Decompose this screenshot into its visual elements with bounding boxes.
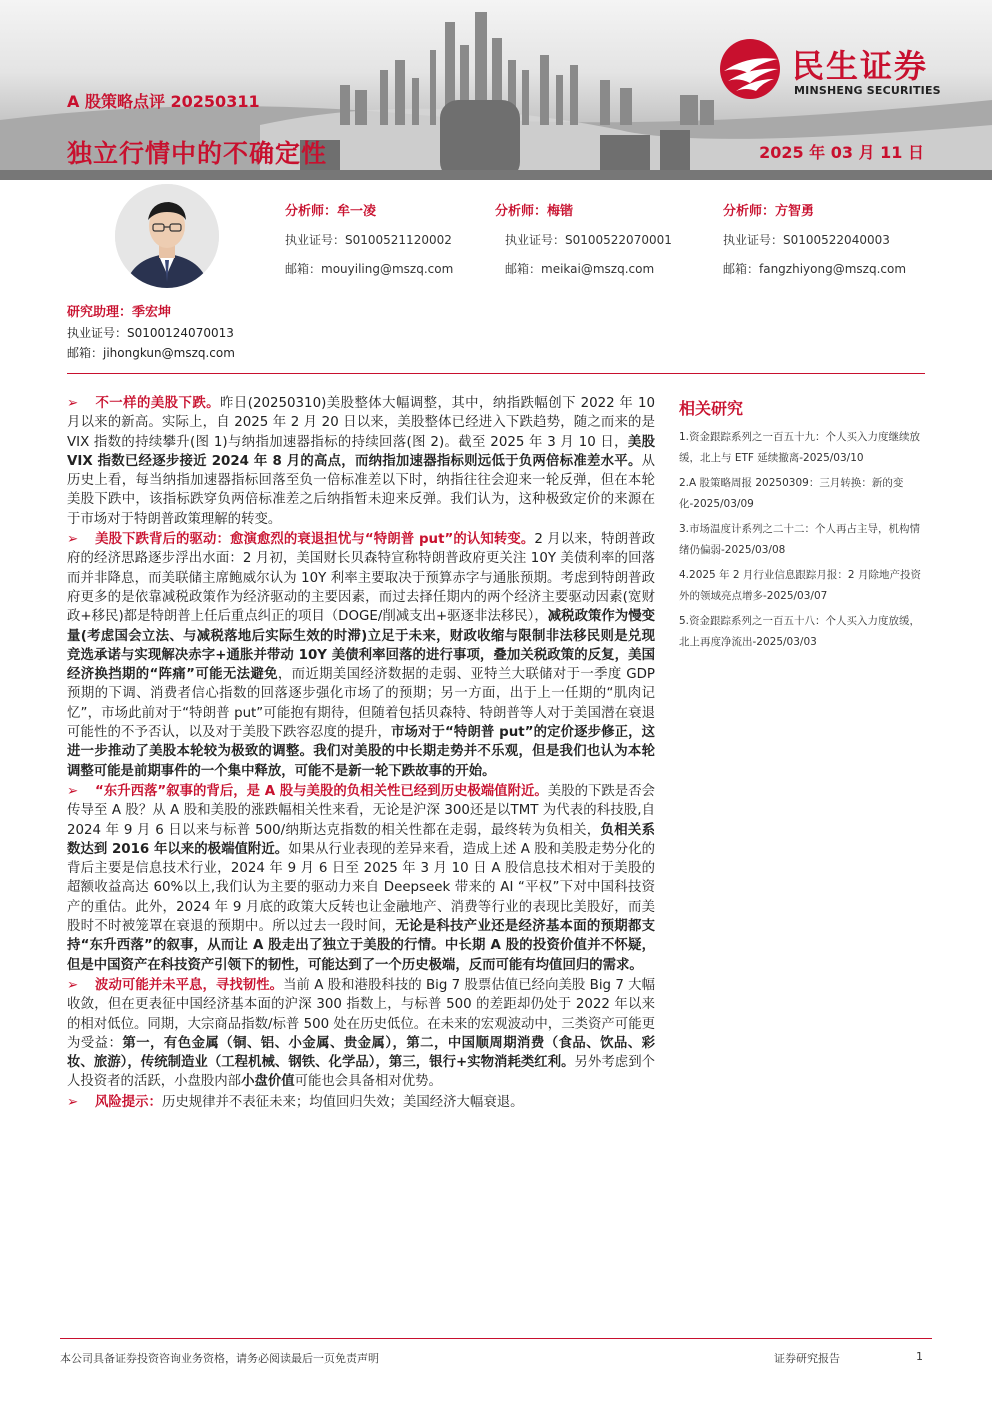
bullet-arrow-icon: ➢ [67,1094,79,1110]
company-logo [718,37,968,107]
analyst-avatar [115,184,219,288]
paragraph-4: ➢ 波动可能并未平息，寻找韧性。当前 A 股和港股科技的 Big 7 股票估值已经向美股 Big 7 大幅收敛，但在更表征中国经济基本面的沪深 300 指数上，与标普 500 的差距却仍处于 2022 年以来的相对低位。同期，大宗商品指数/标普 500 处在历史低位。在未来的宏观波动中，三类资产可能更为受益：第一，有色金属（铜、铝、小金属、贵金属），第二，中国顺周期消费（食品、饮品、彩妆、旅游），传统制造业（工程机械、钢铁、化学品），第三，银行+实物消耗类红利。另外考虑到个人投资者的活跃，小盘股内部小盘价值可能也会具备相对优势。 [67,977,656,1090]
analyst-1 [285,200,453,289]
bullet-arrow-icon: ➢ [67,396,79,411]
page-title: 独立行情中的不确定性 [67,139,328,168]
bullet-arrow-icon: ➢ [67,532,79,548]
related-research-title: 相关研究 [679,399,744,418]
related-research [679,396,927,657]
logo-text-en: MINSHENG SECURITIES [794,84,941,97]
analyst-cert: 执业证号：S0100522040003 [723,233,890,247]
paragraph-5: ➢ 风险提示：历史规律并不表征未来；均值回归失效；美国经济大幅衰退。 [67,1093,655,1112]
related-research-item[interactable]: 2.A 股策略周报 20250309：三月转换：新的变化-2025/03/09 [679,477,904,510]
report-type: A 股策略点评 20250311 [67,92,260,111]
analyst-cert: 执业证号：S0100522070001 [505,233,672,247]
analyst-name: 分析师：方智勇 [723,204,815,219]
bullet-arrow-icon: ➢ [67,783,79,799]
divider [67,373,925,374]
analyst-3 [723,200,906,289]
footer-divider [60,1338,932,1339]
related-research-item[interactable]: 1.资金跟踪系列之一百五十九：个人买入力度继续放缓，北上与 ETF 延续撤离-2025/03/10 [679,431,921,464]
assistant-email[interactable]: 邮箱：jihongkun@mszq.com [67,346,235,360]
report-date: 2025 年 03 月 11 日 [759,143,924,162]
related-research-item[interactable]: 5.资金跟踪系列之一百五十八：个人买入力度放缓，北上再度净流出-2025/03/03 [679,615,921,648]
related-research-item[interactable]: 4.2025 年 2 月行业信息跟踪月报：2 月除地产投资外的领域亮点增多-2025/03/07 [679,569,921,602]
report-body [67,394,655,1113]
assistant-name: 研究助理：季宏坤 [67,305,172,320]
footer-report-type: 证券研究报告 [774,1352,840,1365]
bullet-arrow-icon: ➢ [67,977,79,993]
minsheng-logo-icon [718,37,786,101]
analyst-email[interactable]: 邮箱：fangzhiyong@mszq.com [723,262,907,276]
analyst-2 [495,200,672,289]
related-research-item[interactable]: 3.市场温度计系列之二十二：个人再占主导，机构情绪仍偏弱-2025/03/08 [679,523,921,556]
analyst-email[interactable]: 邮箱：meikai@mszq.com [505,262,655,276]
paragraph-3: ➢ “东升西落”叙事的背后，是 A 股与美股的负相关性已经到历史极端值附近。美股的下跌是否会传导至 A 股？从 A 股和美股的涨跌幅相关性来看，无论是沪深 300还是以TMT 为代表的科技股,自 2024 年 9 月 6 日以来与标普 500/纳斯达克指数的相关性都在走弱，最终转为负相关，负相关系数达到 2016 年以来的极端值附近。如果从行业表现的差异来看，造成上述 A 股和美股走势分化的背后主要是信息技术行业，2024 年 9 月 6 日至 2025 年 3 月 10 日 A 股信息技术相对于美股的超额收益高达 60%以上,我们认为主要的驱动力来自 Deepseek 带来的 AI “平权”下对中国科技资产的重估。此外，2024 年 9 月底的政策大反转也让金融地产、消费等行业的表现比美股好，而美股时不时被笼罩在衰退的预期中。所以过去一段时间，无论是科技产业还是经济基本面的预期都支持“东升西落”的叙事，从而让 A 股走出了独立于美股的行情。中长期 A 股的投资价值并不怀疑，但是中国资产在科技资产引领下的韧性，可能达到了一个历史极端，反而可能有均值回归的需求。 [67,783,656,973]
assistant-cert: 执业证号：S0100124070013 [67,326,234,340]
research-assistant [67,303,235,363]
footer-disclaimer: 本公司具备证券投资咨询业务资格，请务必阅读最后一页免责声明 [60,1352,379,1365]
paragraph-1: ➢ 不一样的美股下跌。昨日(20250310)美股整体大幅调整，其中，纳指跌幅创下 2022 年 10 月以来的新高。实际上，自 2025 年 2 月 20 日以来，美股整体已经进入下跌趋势，随之而来的是 VIX 指数的持续攀升(图 1)与纳指加速器指标的持续回落(图 2)。截至 2025 年 3 月 10 日，美股 VIX 指数已经逐步接近 2024 年 8 月的高点，而纳指加速器指标则远低于负两倍标准差水平。从历史上看，每当纳指加速器指标回落至负一倍标准差以下时，纳指往往会迎来一轮反弹，但在本轮美股下跌中，该指标跌穿负两倍标准差之后纳指暂未迎来反弹。我们认为，这种极致定价的来源在于市场对于特朗普政策理解的转变。 [67,396,655,527]
analyst-name: 分析师：梅锴 [495,204,574,219]
logo-text-cn: 民生证券 [792,47,929,85]
analyst-cert: 执业证号：S0100521120002 [285,233,452,247]
analyst-email[interactable]: 邮箱：mouyiling@mszq.com [285,262,454,276]
analyst-name: 分析师：牟一凌 [285,204,377,219]
paragraph-2: ➢ 美股下跌背后的驱动：愈演愈烈的衰退担忧与“特朗普 put”的认知转变。2 月以来，特朗普政府的经济思路逐步浮出水面：2 月初，美国财长贝森特宣称特朗普政府更关注 10Y 美债利率的回落而并非降息，而美联储主席鲍威尔认为 10Y 利率主要取决于预算赤字与通胀预期。考虑到特朗普政府更多的是依靠减税政策作为经济驱动的主要因素，而过去择任期内的两个经济主要驱动因素(宽财政+移民)都是特朗普上任后重点纠正的项目（DOGE/削减支出+驱逐非法移民），减税政策作为慢变量(考虑国会立法、与减税落地后实际生效的时滞)立足于未来，财政收缩与限制非法移民则是兑现竞选承诺与实现解决赤字+通胀并带动 10Y 美债利率回落的进行事项，叠加关税政策的反复，美国经济换挡期的“阵痛”可能无法避免，而近期美国经济数据的走弱、亚特兰大联储对于一季度 GDP 预期的下调、消费者信心指数的回落逐步强化市场了的预期；另一方面，出于上一任期的“肌肉记忆”，市场此前对于“特朗普 put”可能抱有期待，但随着包括贝森特、特朗普等人对于美国潜在衰退可能性的不予否认，以及对于美股下跌容忍度的提升，市场对于“特朗普 put”的定价逐步修正，这进一步推动了美股本轮较为极致的调整。我们对美股的中长期走势并不乐观，但是我们也认为本轮调整可能是前期事件的一个集中释放，可能不是新一轮下跌故事的开始。 [67,532,656,779]
page-number: 1 [916,1350,923,1363]
